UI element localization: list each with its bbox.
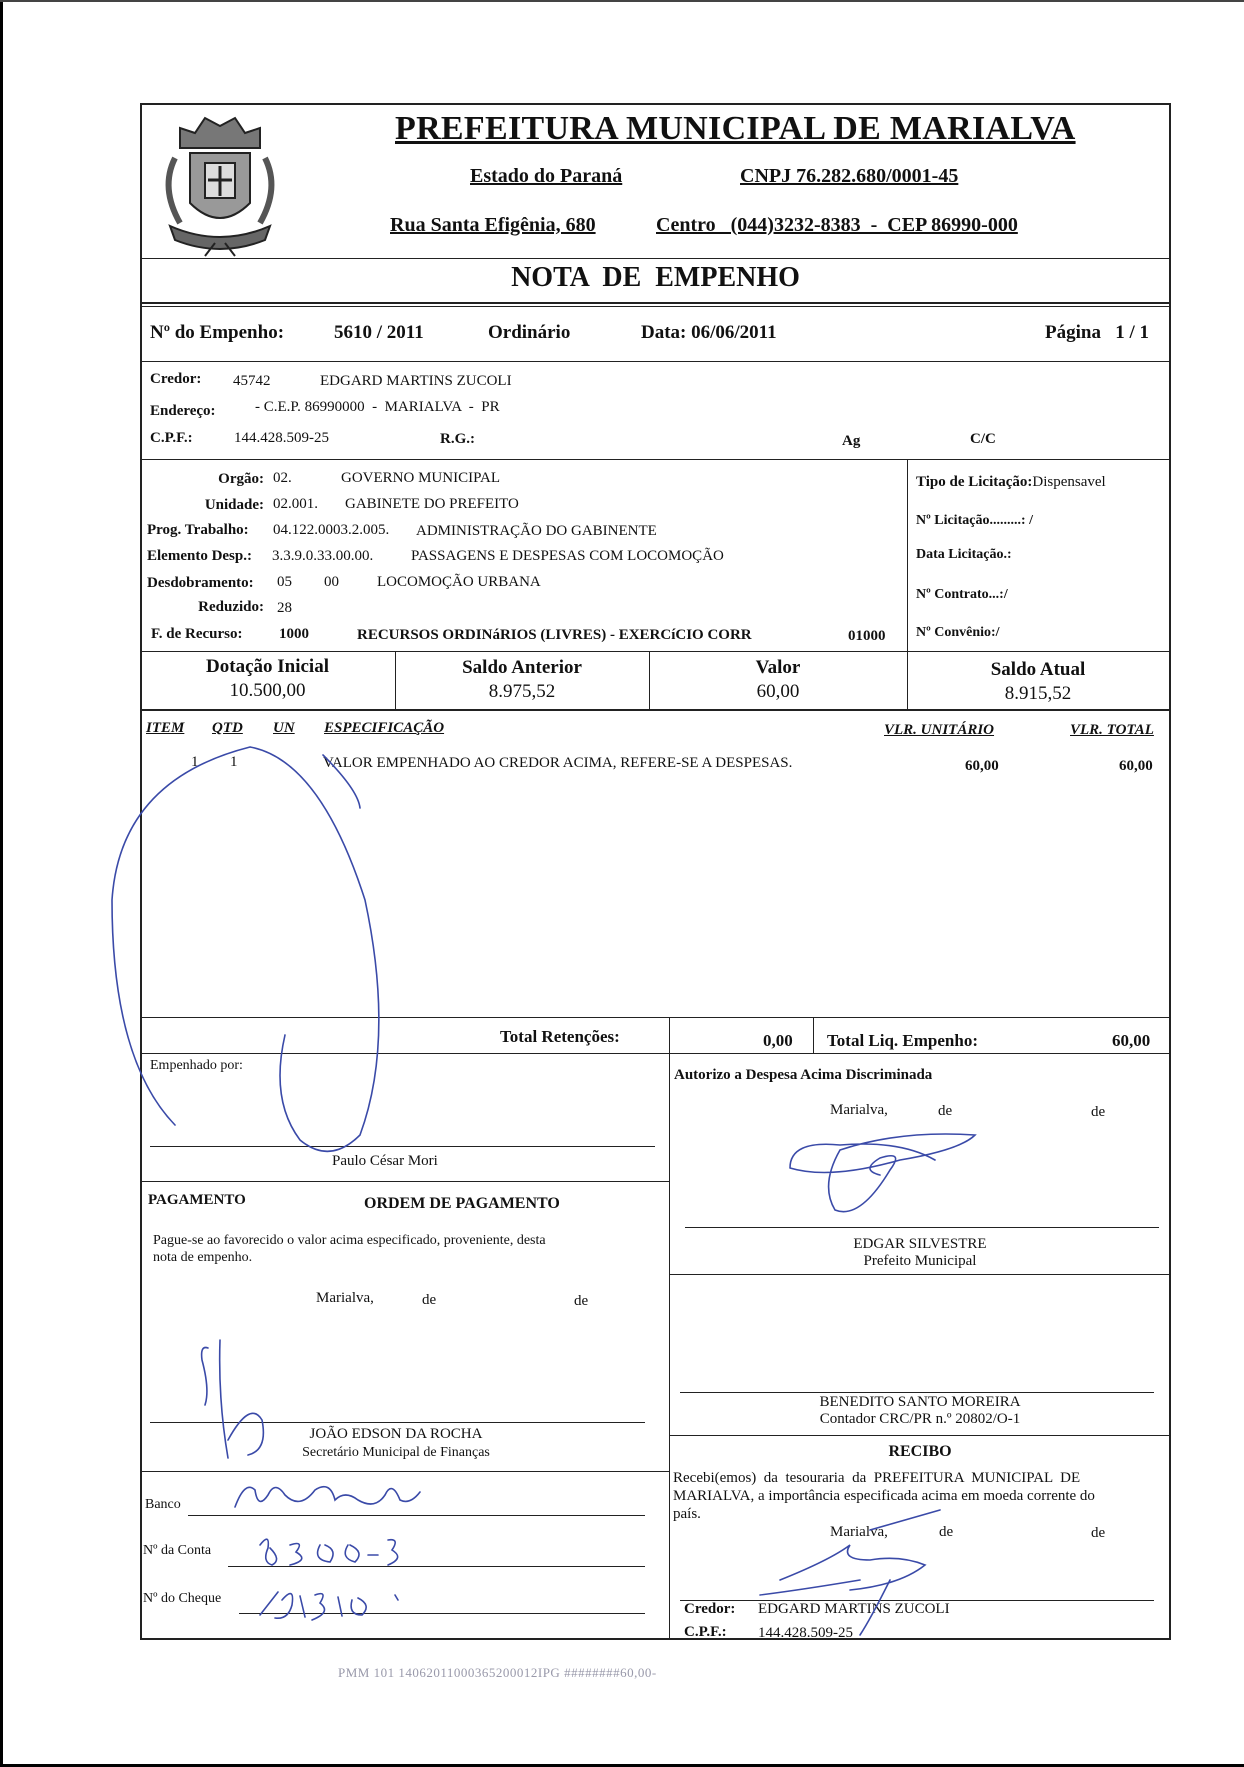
cheque-label: Nº do Cheque — [143, 1591, 222, 1606]
recibo-de1: de — [939, 1524, 954, 1540]
recurso-extra-code: 01000 — [848, 628, 886, 644]
district-phone-cep: Centro (044)3232-8383 - CEP 86990-000 — [656, 214, 1018, 236]
row-item: 1 — [191, 754, 199, 770]
desdobramento-label: Desdobramento: — [147, 575, 254, 591]
pagamento-text-2: nota de empenho. — [153, 1250, 253, 1265]
prefeitura-title: PREFEITURA MUNICIPAL DE MARIALVA — [395, 110, 1076, 147]
elemento-code: 3.3.9.0.33.00.00. — [272, 548, 374, 564]
recibo-title: RECIBO — [888, 1443, 952, 1460]
conta-label: Nº da Conta — [143, 1543, 212, 1558]
col-un: UN — [273, 720, 295, 736]
total-retencoes-label: Total Retenções: — [500, 1027, 620, 1046]
elemento-label: Elemento Desp.: — [147, 548, 252, 564]
ink-mark-stroke — [323, 755, 360, 808]
empenho-number: 5610 / 2011 — [334, 322, 424, 343]
row-qtd: 1 — [230, 754, 238, 770]
ink-banco — [235, 1487, 420, 1507]
secretario-name: JOÃO EDSON DA ROCHA — [309, 1426, 483, 1442]
ink-signature-secretario — [202, 1340, 264, 1458]
empenho-number-label: Nº do Empenho: — [150, 322, 285, 343]
ink-conta — [260, 1539, 398, 1565]
recibo-city: Marialva, — [830, 1524, 888, 1540]
unidade-name: GABINETE DO PREFEITO — [345, 496, 519, 512]
page-number: Página 1 / 1 — [1045, 322, 1149, 343]
total-liquido-value: 60,00 — [1112, 1031, 1151, 1050]
autorizo-city: Marialva, — [830, 1102, 888, 1118]
prefeito-role: Prefeito Municipal — [863, 1253, 977, 1269]
tipo-licitacao-value: Dispensavel — [1032, 474, 1106, 490]
recibo-credor-name: EDGARD MARTINS ZUCOLI — [758, 1601, 950, 1617]
prog-trabalho-code: 04.122.0003.2.005. — [273, 522, 390, 538]
credor-label: Credor: — [150, 371, 202, 387]
reduzido-label: Reduzido: — [198, 599, 264, 615]
rg-label: R.G.: — [440, 431, 475, 447]
cnpj-label: CNPJ 76.282.680/0001-45 — [740, 165, 959, 187]
orgao-name: GOVERNO MUNICIPAL — [341, 470, 501, 486]
secretario-role: Secretário Municipal de Finanças — [302, 1445, 490, 1460]
document-title: NOTA DE EMPENHO — [511, 262, 800, 293]
desdobramento-code1: 05 — [277, 574, 292, 590]
pagamento-city: Marialva, — [316, 1290, 374, 1306]
empenhado-por-label: Empenhado por: — [150, 1058, 243, 1073]
recurso-name: RECURSOS ORDINáRIOS (LIVRES) - EXERCíCIO CORR — [357, 627, 752, 643]
pagamento-de1: de — [422, 1292, 437, 1308]
col-item: ITEM — [146, 720, 185, 736]
estado-label: Estado do Paraná — [470, 165, 623, 187]
numero-contrato: Nº Contrato...:/ — [916, 587, 1008, 602]
empenhado-por-name: Paulo César Mori — [332, 1153, 438, 1169]
total-liquido-label: Total Liq. Empenho: — [827, 1031, 978, 1050]
unidade-label: Unidade: — [204, 497, 264, 513]
numero-licitacao: Nº Licitação.........: / — [916, 513, 1033, 528]
recibo-text-3: país. — [673, 1506, 701, 1522]
cc-label: C/C — [970, 431, 996, 447]
col-vlr-total: VLR. TOTAL — [1070, 722, 1154, 738]
data-licitacao: Data Licitação.: — [916, 547, 1012, 562]
empenho-type: Ordinário — [488, 322, 571, 343]
credor-name: EDGARD MARTINS ZUCOLI — [320, 373, 512, 389]
row-vlr-total: 60,00 — [1119, 758, 1153, 774]
ag-label: Ag — [842, 433, 861, 449]
cpf-label: C.P.F.: — [150, 430, 193, 446]
prefeito-name: EDGAR SILVESTRE — [853, 1236, 987, 1252]
saldo-atual-label: Saldo Atual — [990, 659, 1086, 680]
pagamento-de2: de — [574, 1293, 589, 1309]
desdobramento-name: LOCOMOÇÃO URBANA — [377, 574, 541, 590]
recibo-text-2: MARIALVA, a importância especificada acima em moeda corrente do — [673, 1488, 1095, 1504]
orgao-code: 02. — [273, 470, 292, 486]
saldo-anterior-value: 8.975,52 — [488, 681, 556, 702]
banco-label: Banco — [145, 1497, 181, 1512]
ordem-pagamento-title: ORDEM DE PAGAMENTO — [364, 1195, 560, 1212]
autorizo-title: Autorizo a Despesa Acima Discriminada — [674, 1067, 933, 1083]
pagamento-text-1: Pague-se ao favorecido o valor acima especificado, proveniente, desta — [153, 1233, 546, 1248]
numero-convenio: Nº Convênio:/ — [916, 625, 1000, 640]
credor-cpf: 144.428.509-25 — [234, 430, 329, 446]
empenho-date: Data: 06/06/2011 — [641, 322, 777, 343]
autorizo-de2: de — [1091, 1104, 1106, 1120]
contador-role: Contador CRC/PR n.º 20802/O-1 — [819, 1411, 1021, 1427]
recurso-code: 1000 — [279, 626, 309, 642]
valor-value: 60,00 — [756, 681, 800, 702]
autorizo-de1: de — [938, 1103, 953, 1119]
footer-code: PMM 101 14062011000365200012IPG ########60,00- — [338, 1665, 657, 1680]
credor-address: - C.E.P. 86990000 - MARIALVA - PR — [255, 399, 500, 415]
ink-loop-stroke — [112, 747, 379, 1151]
credor-code: 45742 — [233, 373, 271, 389]
dotacao-value: 10.500,00 — [229, 680, 306, 701]
desdobramento-code2: 00 — [324, 574, 339, 590]
total-retencoes-value: 0,00 — [763, 1031, 793, 1050]
col-qtd: QTD — [212, 720, 243, 736]
tipo-licitacao-label: Tipo de Licitação: — [916, 474, 1033, 490]
row-especificacao: VALOR EMPENHADO AO CREDOR ACIMA, REFERE-SE A DESPESAS. — [323, 755, 793, 771]
col-vlr-unitario: VLR. UNITÁRIO — [884, 722, 995, 738]
saldo-atual-value: 8.915,52 — [1004, 683, 1072, 704]
contador-name: BENEDITO SANTO MOREIRA — [819, 1394, 1021, 1410]
recibo-text-1: Recebi(emos) da tesouraria da PREFEITURA MUNICIPAL DE — [673, 1470, 1081, 1486]
row-vlr-unitario: 60,00 — [965, 758, 999, 774]
recibo-cpf: 144.428.509-25 — [758, 1625, 853, 1641]
recurso-label: F. de Recurso: — [151, 626, 243, 642]
recibo-de2: de — [1091, 1525, 1106, 1541]
address-label: Endereço: — [150, 403, 216, 419]
col-especificacao: ESPECIFICAÇÃO — [324, 720, 445, 736]
ink-cheque — [260, 1592, 398, 1620]
prog-trabalho-label: Prog. Trabalho: — [147, 522, 249, 538]
elemento-name: PASSAGENS E DESPESAS COM LOCOMOÇÃO — [411, 548, 724, 564]
reduzido-value: 28 — [277, 600, 292, 616]
unidade-code: 02.001. — [273, 496, 318, 512]
ink-signature-recibo — [760, 1510, 940, 1635]
dotacao-label: Dotação Inicial — [206, 656, 329, 677]
recibo-credor-label: Credor: — [684, 1601, 736, 1617]
orgao-label: Orgão: — [218, 471, 264, 487]
recibo-cpf-label: C.P.F.: — [684, 1624, 727, 1640]
saldo-anterior-label: Saldo Anterior — [462, 657, 582, 678]
pagamento-label: PAGAMENTO — [148, 1192, 246, 1208]
ink-signature-prefeito — [790, 1134, 975, 1212]
street-address: Rua Santa Efigênia, 680 — [390, 214, 596, 236]
prog-trabalho-name: ADMINISTRAÇÃO DO GABINENTE — [416, 523, 657, 539]
valor-label: Valor — [755, 657, 801, 678]
